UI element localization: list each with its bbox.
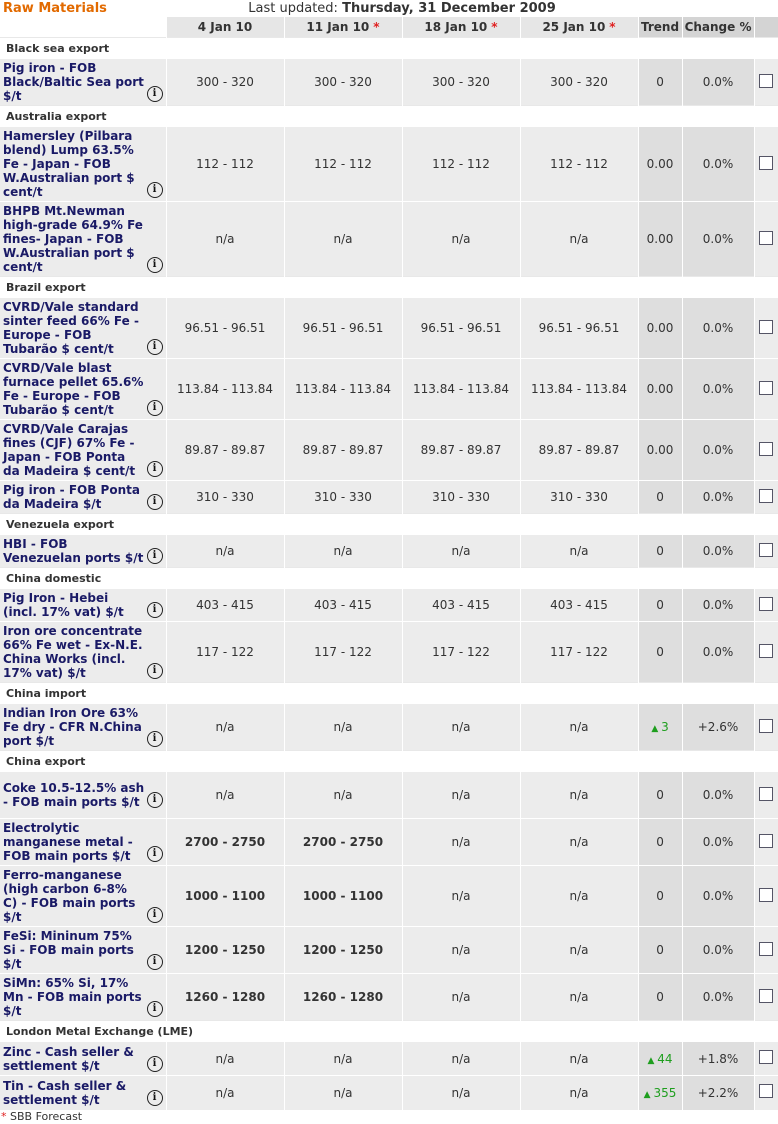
select-checkbox[interactable] xyxy=(759,489,773,503)
price-cell: n/a xyxy=(402,1042,520,1076)
table-row xyxy=(0,622,778,683)
trend-cell xyxy=(638,589,682,622)
change-cell: 0.0% xyxy=(682,535,754,568)
product-name: Pig iron - FOB Ponta da Madeira $/t xyxy=(3,483,140,511)
price-cell: 1200 - 1250 xyxy=(284,927,402,974)
product-cell xyxy=(0,589,166,622)
product-name: HBI - FOB Venezuelan ports $/t xyxy=(3,537,144,565)
product-name: Indian Iron Ore 63% Fe dry - CFR N.China port $/t xyxy=(3,706,142,748)
trend-value: 0 xyxy=(656,990,664,1004)
change-cell: 0.0% xyxy=(682,927,754,974)
change-cell: +2.6% xyxy=(682,704,754,751)
price-cell: 89.87 - 89.87 xyxy=(520,420,638,481)
product-cell xyxy=(0,772,166,819)
info-icon[interactable]: i xyxy=(147,182,163,198)
price-cell: n/a xyxy=(520,927,638,974)
product-cell xyxy=(0,1076,166,1110)
select-checkbox[interactable] xyxy=(759,597,773,611)
forecast-star-icon: * xyxy=(491,20,498,34)
table-row xyxy=(0,359,778,420)
row-select-cell xyxy=(754,359,778,420)
product-cell xyxy=(0,535,166,568)
trend-cell xyxy=(638,420,682,481)
price-cell: 1000 - 1100 xyxy=(166,866,284,927)
row-select-cell xyxy=(754,535,778,568)
product-name: FeSi: Mininum 75% Si - FOB main ports $/t xyxy=(3,929,134,971)
price-cell: n/a xyxy=(520,704,638,751)
price-cell: 112 - 112 xyxy=(166,127,284,202)
price-cell: 300 - 320 xyxy=(166,59,284,106)
trend-value: 0 xyxy=(656,788,664,802)
price-cell: 310 - 330 xyxy=(402,481,520,514)
row-select-cell xyxy=(754,1042,778,1076)
row-select-cell xyxy=(754,704,778,751)
info-icon[interactable]: i xyxy=(147,86,163,102)
product-cell xyxy=(0,927,166,974)
price-cell: n/a xyxy=(284,535,402,568)
trend-value: 0 xyxy=(656,835,664,849)
product-cell xyxy=(0,866,166,927)
price-cell: 403 - 415 xyxy=(284,589,402,622)
select-checkbox[interactable] xyxy=(759,719,773,733)
price-cell: n/a xyxy=(402,974,520,1021)
info-icon[interactable]: i xyxy=(147,602,163,618)
change-cell: 0.0% xyxy=(682,59,754,106)
section-header xyxy=(0,683,778,704)
product-name: Pig iron - FOB Black/Baltic Sea port $/t xyxy=(3,61,144,103)
product-name: Pig Iron - Hebei (incl. 17% vat) $/t xyxy=(3,591,124,619)
product-name: Electrolytic manganese metal - FOB main ports $/t xyxy=(3,821,133,863)
column-header-change[interactable]: Change % xyxy=(682,17,754,38)
section-header xyxy=(0,568,778,589)
trend-value: 0 xyxy=(656,943,664,957)
trend-cell xyxy=(638,359,682,420)
table-row xyxy=(0,202,778,277)
section-title: London Metal Exchange (LME) xyxy=(0,1021,778,1042)
trend-value: 3 xyxy=(661,720,669,734)
price-cell: n/a xyxy=(166,1076,284,1110)
section-header xyxy=(0,751,778,772)
row-select-cell xyxy=(754,481,778,514)
price-cell: n/a xyxy=(402,535,520,568)
change-cell: 0.0% xyxy=(682,298,754,359)
change-cell: +1.8% xyxy=(682,1042,754,1076)
table-row xyxy=(0,1042,778,1076)
price-cell: 96.51 - 96.51 xyxy=(520,298,638,359)
price-cell: n/a xyxy=(520,819,638,866)
section-title: Black sea export xyxy=(0,38,778,59)
product-cell xyxy=(0,704,166,751)
price-cell: n/a xyxy=(166,704,284,751)
table-row xyxy=(0,481,778,514)
price-cell: 310 - 330 xyxy=(520,481,638,514)
product-cell xyxy=(0,59,166,106)
price-cell: n/a xyxy=(402,927,520,974)
product-cell xyxy=(0,622,166,683)
row-select-cell xyxy=(754,59,778,106)
row-select-cell xyxy=(754,622,778,683)
price-cell: n/a xyxy=(284,1042,402,1076)
select-checkbox[interactable] xyxy=(759,888,773,902)
product-name: CVRD/Vale blast furnace pellet 65.6% Fe - Europe - FOB Tubarão $ cent/t xyxy=(3,361,144,417)
price-cell: 1260 - 1280 xyxy=(166,974,284,1021)
select-checkbox[interactable] xyxy=(759,543,773,557)
price-cell: 310 - 330 xyxy=(284,481,402,514)
trend-up-icon: ▲ xyxy=(647,1055,658,1066)
trend-cell xyxy=(638,927,682,974)
price-cell: n/a xyxy=(402,866,520,927)
info-icon[interactable]: i xyxy=(147,494,163,510)
table-row xyxy=(0,974,778,1021)
price-cell: 117 - 122 xyxy=(284,622,402,683)
table-row xyxy=(0,819,778,866)
trend-cell xyxy=(638,1042,682,1076)
info-icon[interactable]: i xyxy=(147,907,163,923)
trend-up-icon: ▲ xyxy=(643,1089,654,1100)
change-cell: 0.0% xyxy=(682,819,754,866)
price-cell: n/a xyxy=(166,772,284,819)
change-cell: 0.0% xyxy=(682,772,754,819)
select-checkbox[interactable] xyxy=(759,989,773,1003)
price-cell: n/a xyxy=(166,202,284,277)
product-name: BHPB Mt.Newman high-grade 64.9% Fe fines- Japan - FOB W.Australian port $ cent/t xyxy=(3,204,143,274)
product-cell xyxy=(0,202,166,277)
info-icon[interactable]: i xyxy=(147,1056,163,1072)
table-row xyxy=(0,298,778,359)
price-cell: 96.51 - 96.51 xyxy=(402,298,520,359)
price-cell: 112 - 112 xyxy=(284,127,402,202)
row-select-cell xyxy=(754,420,778,481)
section-header xyxy=(0,1021,778,1042)
trend-cell xyxy=(638,127,682,202)
trend-value: 0 xyxy=(656,889,664,903)
product-cell xyxy=(0,298,166,359)
price-cell: 2700 - 2750 xyxy=(166,819,284,866)
trend-value: 0 xyxy=(656,598,664,612)
price-cell: n/a xyxy=(284,1076,402,1110)
info-icon[interactable]: i xyxy=(147,792,163,808)
table-row xyxy=(0,866,778,927)
trend-value: 0 xyxy=(656,490,664,504)
price-cell: n/a xyxy=(402,202,520,277)
trend-value: 0 xyxy=(656,75,664,89)
info-icon[interactable]: i xyxy=(147,846,163,862)
table-row xyxy=(0,59,778,106)
product-name: Coke 10.5-12.5% ash - FOB main ports $/t xyxy=(3,781,145,809)
trend-up-icon: ▲ xyxy=(651,724,662,734)
price-cell: 1200 - 1250 xyxy=(166,927,284,974)
table-row xyxy=(0,1076,778,1110)
product-name: Zinc - Cash seller & settlement $/t xyxy=(3,1044,134,1073)
info-icon[interactable]: i xyxy=(147,400,163,416)
product-cell xyxy=(0,481,166,514)
price-cell: n/a xyxy=(520,772,638,819)
trend-value: 44 xyxy=(657,1051,673,1066)
change-cell: 0.0% xyxy=(682,589,754,622)
price-cell: 117 - 122 xyxy=(402,622,520,683)
section-title: Australia export xyxy=(0,106,778,127)
price-cell: n/a xyxy=(284,772,402,819)
select-checkbox[interactable] xyxy=(759,942,773,956)
select-checkbox[interactable] xyxy=(759,1050,773,1064)
change-cell: 0.0% xyxy=(682,481,754,514)
select-checkbox[interactable] xyxy=(759,1084,773,1098)
trend-cell xyxy=(638,704,682,751)
info-icon[interactable]: i xyxy=(147,548,163,564)
product-cell xyxy=(0,420,166,481)
trend-cell xyxy=(638,59,682,106)
product-name: Hamersley (Pilbara blend) Lump 63.5% Fe - Japan - FOB W.Australian port $ cent/t xyxy=(3,129,135,199)
info-icon[interactable]: i xyxy=(147,1090,163,1106)
price-cell: n/a xyxy=(284,202,402,277)
forecast-legend-star: * xyxy=(1,1109,7,1123)
change-cell: 0.0% xyxy=(682,866,754,927)
price-cell: 113.84 - 113.84 xyxy=(402,359,520,420)
product-cell xyxy=(0,1042,166,1076)
info-icon[interactable]: i xyxy=(147,954,163,970)
select-checkbox[interactable] xyxy=(759,834,773,848)
select-checkbox[interactable] xyxy=(759,381,773,395)
price-cell: 403 - 415 xyxy=(166,589,284,622)
page-title: Raw Materials xyxy=(3,1,107,16)
trend-cell xyxy=(638,535,682,568)
product-name: Iron ore concentrate 66% Fe wet - Ex-N.E. China Works (incl. 17% vat) $/t xyxy=(3,624,143,680)
price-cell: n/a xyxy=(402,1076,520,1110)
price-cell: n/a xyxy=(520,202,638,277)
select-checkbox[interactable] xyxy=(759,231,773,245)
trend-cell xyxy=(638,866,682,927)
forecast-star-icon: * xyxy=(609,20,616,34)
select-checkbox[interactable] xyxy=(759,644,773,658)
price-cell: 117 - 122 xyxy=(166,622,284,683)
price-cell: 403 - 415 xyxy=(402,589,520,622)
trend-cell xyxy=(638,772,682,819)
product-name: CVRD/Vale Carajas fines (CJF) 67% Fe - Japan - FOB Ponta da Madeira $ cent/t xyxy=(3,422,136,478)
table-row xyxy=(0,704,778,751)
section-title: China import xyxy=(0,683,778,704)
price-cell: n/a xyxy=(284,704,402,751)
price-cell: 1260 - 1280 xyxy=(284,974,402,1021)
row-select-cell xyxy=(754,974,778,1021)
price-cell: 112 - 112 xyxy=(520,127,638,202)
change-cell: 0.0% xyxy=(682,974,754,1021)
price-cell: n/a xyxy=(402,704,520,751)
product-name: CVRD/Vale standard sinter feed 66% Fe - Europe - FOB Tubarão $ cent/t xyxy=(3,300,139,356)
price-cell: n/a xyxy=(520,866,638,927)
table-row xyxy=(0,535,778,568)
select-checkbox[interactable] xyxy=(759,156,773,170)
change-cell: +2.2% xyxy=(682,1076,754,1110)
info-icon[interactable]: i xyxy=(147,257,163,273)
select-checkbox[interactable] xyxy=(759,74,773,88)
section-title: Venezuela export xyxy=(0,514,778,535)
trend-value: 0.00 xyxy=(646,321,674,335)
price-cell: 300 - 320 xyxy=(284,59,402,106)
select-checkbox[interactable] xyxy=(759,442,773,456)
change-cell: 0.0% xyxy=(682,127,754,202)
trend-cell xyxy=(638,819,682,866)
price-cell: n/a xyxy=(402,819,520,866)
price-cell: 89.87 - 89.87 xyxy=(402,420,520,481)
section-header xyxy=(0,38,778,59)
row-select-cell xyxy=(754,927,778,974)
column-header-date-2[interactable]: 11 Jan 10 * xyxy=(284,17,402,38)
product-name: Tin - Cash seller & settlement $/t xyxy=(3,1078,127,1107)
row-select-cell xyxy=(754,1076,778,1110)
price-cell: n/a xyxy=(520,1076,638,1110)
section-title: China export xyxy=(0,751,778,772)
forecast-legend-text: SBB Forecast xyxy=(6,1109,83,1123)
change-cell: 0.0% xyxy=(682,622,754,683)
select-checkbox[interactable] xyxy=(759,787,773,801)
price-cell: 113.84 - 113.84 xyxy=(284,359,402,420)
price-cell: n/a xyxy=(520,1042,638,1076)
trend-value: 0.00 xyxy=(646,443,674,457)
trend-cell xyxy=(638,298,682,359)
row-select-cell xyxy=(754,298,778,359)
product-cell xyxy=(0,127,166,202)
price-cell: 113.84 - 113.84 xyxy=(166,359,284,420)
row-select-cell xyxy=(754,819,778,866)
section-header xyxy=(0,514,778,535)
row-select-cell xyxy=(754,127,778,202)
price-cell: 89.87 - 89.87 xyxy=(166,420,284,481)
price-cell: 310 - 330 xyxy=(166,481,284,514)
column-header-select xyxy=(754,17,778,38)
price-cell: 117 - 122 xyxy=(520,622,638,683)
section-header xyxy=(0,106,778,127)
trend-value: 0.00 xyxy=(646,382,674,396)
table-row xyxy=(0,927,778,974)
change-cell: 0.0% xyxy=(682,202,754,277)
section-title: Brazil export xyxy=(0,277,778,298)
price-cell: 1000 - 1100 xyxy=(284,866,402,927)
price-cell: 403 - 415 xyxy=(520,589,638,622)
table-row xyxy=(0,127,778,202)
price-cell: 89.87 - 89.87 xyxy=(284,420,402,481)
row-select-cell xyxy=(754,202,778,277)
price-cell: n/a xyxy=(166,535,284,568)
row-select-cell xyxy=(754,866,778,927)
price-cell: 96.51 - 96.51 xyxy=(166,298,284,359)
trend-cell xyxy=(638,481,682,514)
table-row xyxy=(0,420,778,481)
product-name: Ferro-manganese (high carbon 6-8% C) - FOB main ports $/t xyxy=(3,868,136,924)
change-cell: 0.0% xyxy=(682,420,754,481)
price-cell: 300 - 320 xyxy=(402,59,520,106)
section-title: China domestic xyxy=(0,568,778,589)
row-select-cell xyxy=(754,589,778,622)
info-icon[interactable]: i xyxy=(147,731,163,747)
column-header-row xyxy=(0,17,778,38)
trend-value: 0 xyxy=(656,645,664,659)
info-icon[interactable]: i xyxy=(147,1001,163,1017)
change-cell: 0.0% xyxy=(682,359,754,420)
product-cell xyxy=(0,819,166,866)
trend-cell xyxy=(638,974,682,1021)
info-icon[interactable]: i xyxy=(147,663,163,679)
trend-value: 0.00 xyxy=(646,232,674,246)
price-cell: 113.84 - 113.84 xyxy=(520,359,638,420)
last-updated xyxy=(166,0,638,17)
table-row xyxy=(0,772,778,819)
price-cell: n/a xyxy=(520,535,638,568)
column-header-date-4[interactable]: 25 Jan 10 * xyxy=(520,17,638,38)
forecast-star-icon: * xyxy=(373,20,380,34)
last-updated-label: Last updated: xyxy=(248,1,338,16)
trend-cell xyxy=(638,1076,682,1110)
trend-value: 0 xyxy=(656,544,664,558)
table-row xyxy=(0,589,778,622)
section-header xyxy=(0,277,778,298)
trend-value: 0.00 xyxy=(646,157,674,171)
price-cell: n/a xyxy=(402,772,520,819)
trend-cell xyxy=(638,622,682,683)
forecast-legend xyxy=(0,1110,778,1124)
price-cell: 96.51 - 96.51 xyxy=(284,298,402,359)
price-cell: n/a xyxy=(166,1042,284,1076)
price-cell: 2700 - 2750 xyxy=(284,819,402,866)
trend-cell xyxy=(638,202,682,277)
info-icon[interactable]: i xyxy=(147,461,163,477)
price-cell: 300 - 320 xyxy=(520,59,638,106)
column-header-date-3[interactable]: 18 Jan 10 * xyxy=(402,17,520,38)
price-cell: 112 - 112 xyxy=(402,127,520,202)
select-checkbox[interactable] xyxy=(759,320,773,334)
product-name: SiMn: 65% Si, 17% Mn - FOB main ports $/t xyxy=(3,976,142,1018)
price-cell: n/a xyxy=(520,974,638,1021)
last-updated-date: Thursday, 31 December 2009 xyxy=(342,1,556,16)
info-icon[interactable]: i xyxy=(147,339,163,355)
product-cell xyxy=(0,974,166,1021)
product-cell xyxy=(0,359,166,420)
column-header-date-1[interactable]: 4 Jan 10 xyxy=(166,17,284,38)
column-header-trend[interactable]: Trend xyxy=(638,17,682,38)
row-select-cell xyxy=(754,772,778,819)
trend-value: 355 xyxy=(653,1085,677,1100)
